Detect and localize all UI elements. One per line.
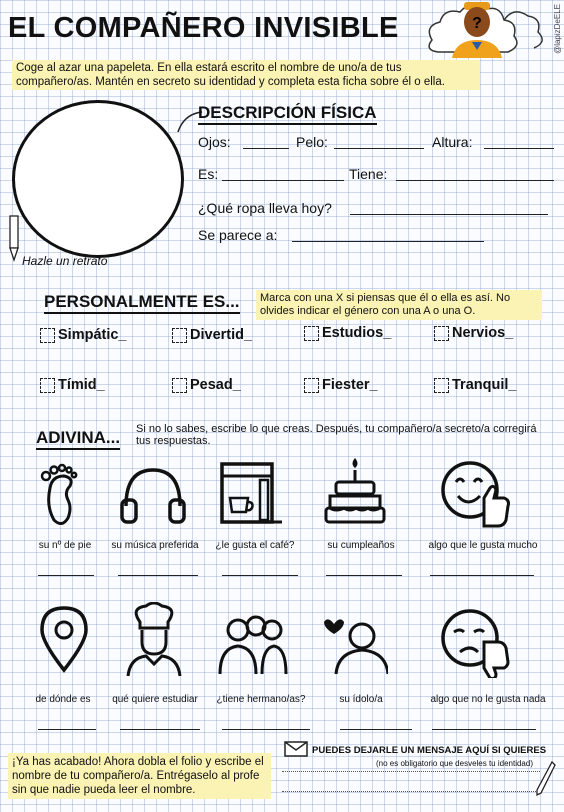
footprint-icon — [36, 462, 84, 528]
caption-study: qué quiere estudiar — [112, 694, 198, 705]
caption-shoe-size: su nº de pie — [38, 540, 92, 551]
hair-field[interactable] — [334, 136, 424, 149]
eyes-label: Ojos: — [198, 134, 231, 150]
chef-icon — [124, 602, 184, 678]
checkbox[interactable] — [434, 378, 449, 393]
personal-note: Marca con una X si piensas que él o ella es así. No olvides indicar el género con una A o una O. — [256, 290, 542, 320]
checkbox[interactable] — [434, 326, 449, 341]
thumbs-up-smiley-icon — [440, 460, 512, 528]
caption-idol: su ídolo/a — [339, 694, 383, 705]
trait-nervios[interactable]: Nervios_ — [434, 325, 513, 341]
answer-birthday[interactable] — [326, 574, 402, 576]
message-note: (no es obligatorio que desveles tu identidad) — [376, 759, 533, 768]
is-field[interactable] — [222, 168, 344, 181]
finish-note: ¡Ya has acabado! Ahora dobla el folio y escribe el nombre de tu compañero/a. Entrégaselo al profe sin que nadie pueda leer el nombre. — [8, 753, 271, 799]
headphones-icon — [118, 466, 188, 526]
trait-simpatic[interactable]: Simpátic_ — [40, 327, 127, 343]
location-pin-icon — [38, 604, 90, 674]
has-field[interactable] — [396, 168, 554, 181]
intro-text: Coge al azar una papeleta. En ella estará escrito el nombre de uno/a de tus compañero/as. Mantén en secreto su identidad y completa esta ficha sobre él o ella. — [12, 60, 480, 90]
pencil-icon — [6, 214, 22, 262]
trait-tranquil[interactable]: Tranquil_ — [434, 377, 516, 393]
personal-heading: PERSONALMENTE ES... — [44, 292, 240, 314]
trait-fiester[interactable]: Fiester_ — [304, 377, 378, 393]
physical-heading: DESCRIPCIÓN FÍSICA — [198, 103, 377, 125]
trait-timid[interactable]: Tímid_ — [40, 377, 105, 393]
has-label: Tiene: — [349, 166, 388, 182]
thumbs-down-sad-icon — [440, 608, 512, 678]
trait-pesad[interactable]: Pesad_ — [172, 377, 241, 393]
checkbox[interactable] — [304, 378, 319, 393]
resembles-field[interactable] — [292, 229, 484, 242]
svg-text:?: ? — [472, 15, 482, 32]
idol-person-heart-icon — [322, 610, 388, 676]
portrait-caption: Hazle un retrato — [22, 254, 108, 268]
answer-likes[interactable] — [430, 574, 534, 576]
resembles-label: Se parece a: — [198, 227, 278, 243]
clothes-label: ¿Qué ropa lleva hoy? — [198, 200, 332, 216]
is-label: Es: — [198, 166, 219, 182]
message-line[interactable] — [282, 790, 540, 792]
answer-study[interactable] — [120, 728, 200, 730]
answer-shoe-size[interactable] — [38, 574, 94, 576]
message-heading: PUEDES DEJARLE UN MENSAJE AQUÍ SI QUIERES — [312, 745, 547, 756]
siblings-icon — [218, 610, 288, 676]
eyes-field[interactable] — [243, 136, 289, 149]
checkbox[interactable] — [172, 328, 187, 343]
portrait-circle[interactable] — [12, 100, 184, 258]
answer-coffee[interactable] — [222, 574, 298, 576]
height-label: Altura: — [432, 134, 473, 150]
credit-text: @lapizDeELE — [553, 4, 562, 54]
guess-heading: ADIVINA... — [36, 428, 120, 450]
answer-siblings[interactable] — [222, 728, 310, 730]
checkbox[interactable] — [304, 326, 319, 341]
caption-dislikes: algo que no le gusta nada — [430, 694, 546, 705]
caption-siblings: ¿tiene hermano/as? — [216, 694, 306, 705]
answer-dislikes[interactable] — [432, 728, 536, 730]
checkbox[interactable] — [172, 378, 187, 393]
answer-origin[interactable] — [38, 728, 96, 730]
detective-avatar-icon — [412, 0, 548, 58]
caption-birthday: su cumpleaños — [327, 540, 395, 551]
caption-likes: algo que le gusta mucho — [428, 540, 538, 551]
hair-label: Pelo: — [296, 134, 328, 150]
clothes-field[interactable] — [350, 202, 548, 215]
caption-coffee: ¿le gusta el café? — [215, 540, 295, 551]
checkbox[interactable] — [40, 378, 55, 393]
caption-music: su música preferida — [111, 540, 199, 551]
trait-divertid[interactable]: Divertid_ — [172, 327, 252, 343]
answer-music[interactable] — [118, 574, 198, 576]
trait-estudios[interactable]: Estudios_ — [304, 325, 391, 341]
answer-idol[interactable] — [340, 728, 412, 730]
height-field[interactable] — [484, 136, 554, 149]
coffee-machine-icon — [220, 462, 286, 526]
birthday-cake-icon — [322, 456, 388, 526]
caption-origin: de dónde es — [35, 694, 91, 705]
message-line[interactable] — [282, 770, 540, 772]
checkbox[interactable] — [40, 328, 55, 343]
pencil-icon — [534, 760, 556, 800]
page-title: EL COMPAÑERO INVISIBLE — [8, 12, 399, 44]
guess-note: Si no lo sabes, escribe lo que creas. Después, tu compañero/a secreto/a corregirá tus respuestas. — [136, 423, 537, 447]
envelope-icon — [284, 740, 308, 758]
